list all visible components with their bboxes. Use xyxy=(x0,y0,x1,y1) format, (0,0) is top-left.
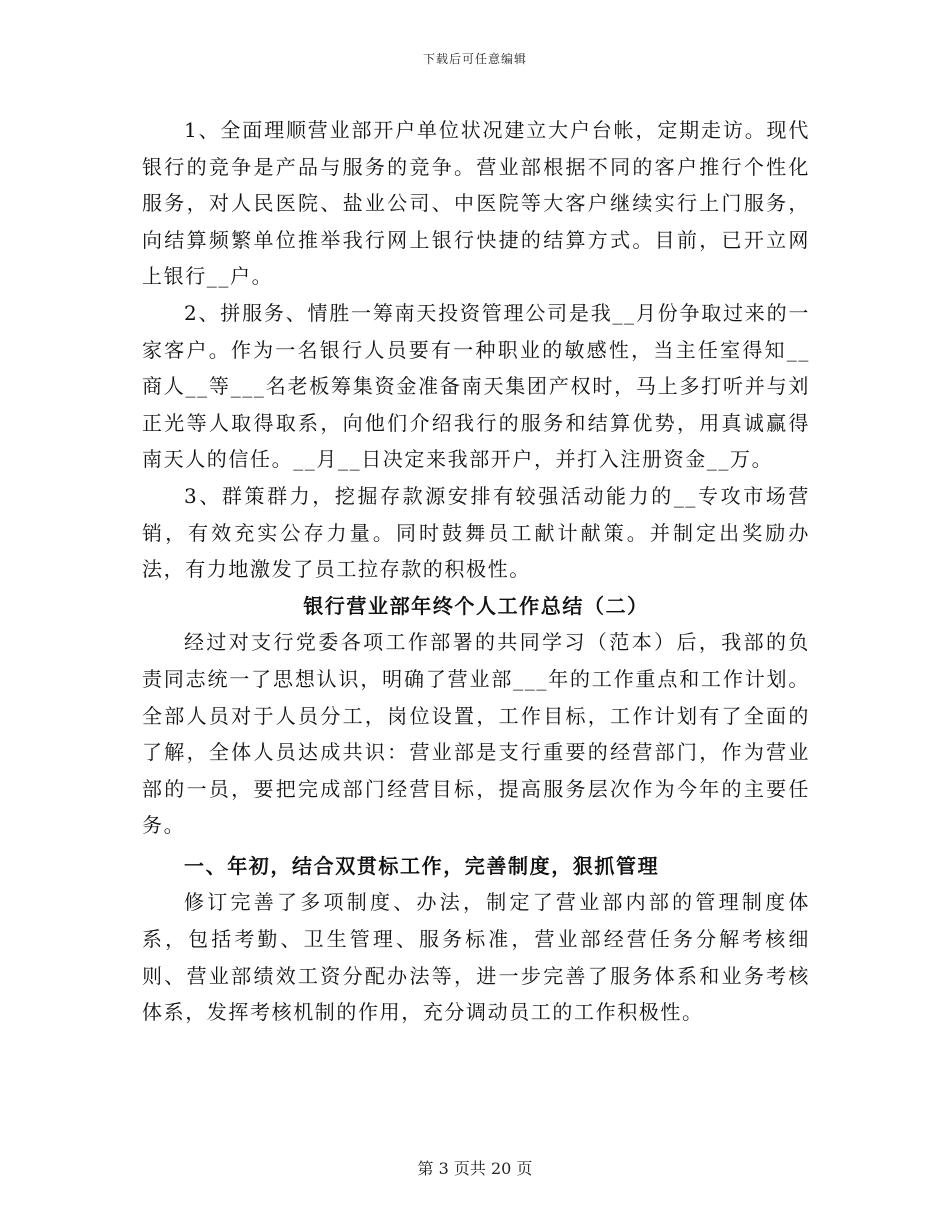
intro-paragraph: 经过对支行党委各项工作部署的共同学习（范本）后，我部的负责同志统一了思想认识，明确了营业部___年的工作重点和工作计划。全部人员对于人员分工，岗位设置，工作目标，工作计划有了全面的了解，全体人员达成共识：营业部是支行重要的经营部门，作为营业部的一员，要把完成部门经营目标，提高服务层次作为今年的主要任务。 xyxy=(142,630,810,838)
document-body xyxy=(142,112,810,1031)
paragraph-item-3: 3、群策群力，挖掘存款源安排有较强活动能力的__专攻市场营销，有效充实公存力量。同时鼓舞员工献计献策。并制定出奖励办法，有力地激发了员工拉存款的积极性。 xyxy=(142,483,810,582)
subheading: 一、年初，结合双贯标工作，完善制度，狠抓管理 xyxy=(184,853,660,878)
body-paragraph: 修订完善了多项制度、办法，制定了营业部内部的管理制度体系，包括考勤、卫生管理、服务标准，营业部经营任务分解考核细则、营业部绩效工资分配办法等，进一步完善了服务体系和业务考核体系，发挥考核机制的作用，充分调动员工的工作积极性。 xyxy=(142,890,810,1025)
page-header-note: 下载后可任意编辑 xyxy=(422,52,527,66)
page-number: 第 3 页共 20 页 xyxy=(417,1159,533,1178)
section-title: 银行营业部年终个人工作总结（二） xyxy=(303,593,649,618)
paragraph-item-2: 2、拼服务、情胜一筹南天投资管理公司是我__月份争取过来的一家客户。作为一名银行人员要有一种职业的敏感性，当主任室得知__商人__等___名老板筹集资金准备南天集团产权时，马上多打听并与刘正光等人取得取系，向他们介绍我行的服务和结算优势，用真诚赢得南天人的信任。__月__日决定来我部开户，并打入注册资金__万。 xyxy=(142,300,810,472)
paragraph-item-1: 1、全面理顺营业部开户单位状况建立大户台帐，定期走访。现代银行的竞争是产品与服务的竞争。营业部根据不同的客户推行个性化服务，对人民医院、盐业公司、中医院等大客户继续实行上门服务，向结算频繁单位推举我行网上银行快捷的结算方式。目前，已开立网上银行__户。 xyxy=(142,118,810,289)
